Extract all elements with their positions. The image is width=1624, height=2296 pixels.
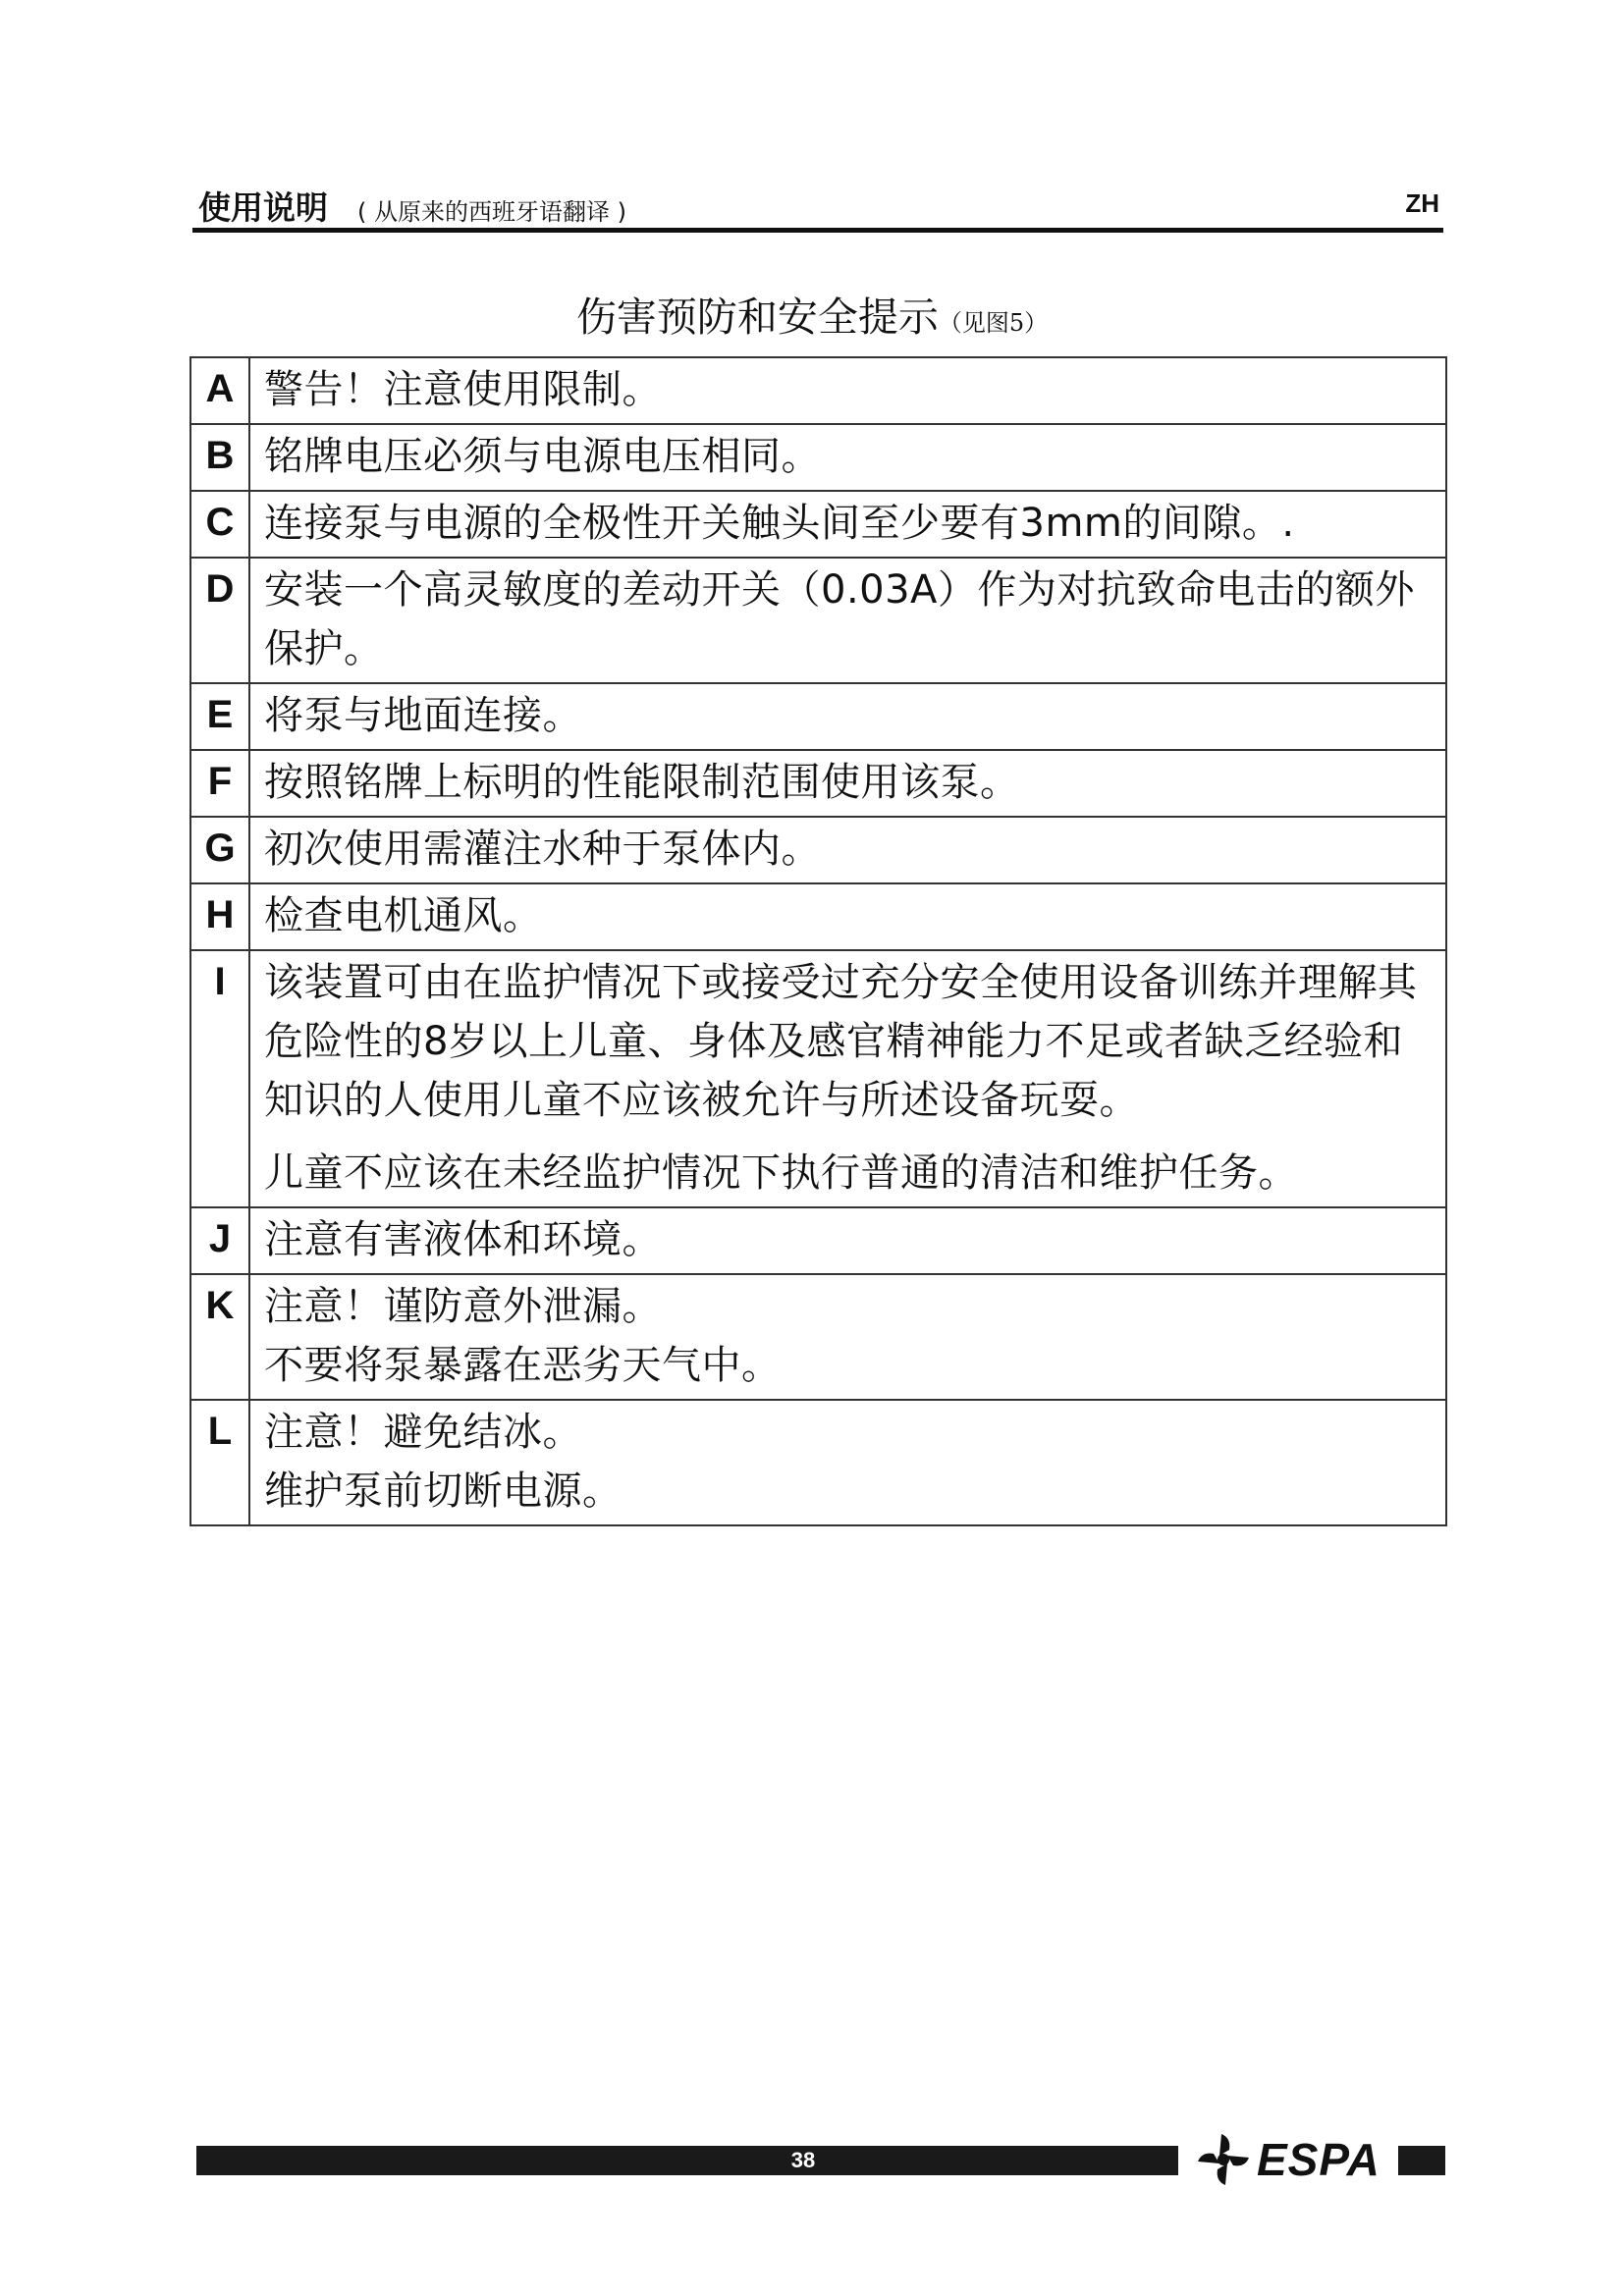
rule-row xyxy=(190,1274,1446,1400)
rule-line: 维护泵前切断电源。 xyxy=(264,1468,623,1514)
rule-row xyxy=(190,357,1446,424)
rule-letter: J xyxy=(190,1207,249,1274)
brand-name: ESPA xyxy=(1257,2134,1380,2185)
header-title: 使用说明 xyxy=(198,188,328,227)
espa-turbine-logo-icon xyxy=(1196,2132,1251,2187)
rule-letter: L xyxy=(190,1400,249,1525)
rule-row xyxy=(190,683,1446,750)
header-subtitle: ( 从原来的西班牙语翻译 ) xyxy=(357,198,626,226)
rule-line: 警告！注意使用限制。 xyxy=(264,367,662,412)
safety-rules-table xyxy=(189,356,1447,1526)
rule-row xyxy=(190,1207,1446,1274)
rule-line: 注意！避免结冰。 xyxy=(264,1410,582,1455)
rule-paragraph: 该装置可由在监护情况下或接受过充分安全使用设备训练并理解其危险性的8岁以上儿童、身体及感官精神能力不足或者缺乏经验和知识的人使用儿童不应该被允许与所述设备玩耍。 xyxy=(264,960,1418,1123)
rule-row xyxy=(190,558,1446,683)
rule-text xyxy=(249,424,1446,491)
rule-text xyxy=(249,817,1446,883)
rule-text xyxy=(249,683,1446,750)
rule-letter: B xyxy=(190,424,249,491)
rule-text xyxy=(249,558,1446,683)
rule-text xyxy=(249,750,1446,817)
rule-letter: K xyxy=(190,1274,249,1400)
rule-text xyxy=(249,357,1446,424)
page-number: 38 xyxy=(790,2148,816,2172)
rule-letter: E xyxy=(190,683,249,750)
rule-line: 检查电机通风。 xyxy=(264,893,543,938)
section-title: 伤害预防和安全提示 xyxy=(575,294,939,341)
rule-line: 按照铭牌上标明的性能限制范围使用该泵。 xyxy=(264,760,1020,805)
rule-line: 初次使用需灌注水种于泵体内。 xyxy=(264,827,821,872)
rule-line: 将泵与地面连接。 xyxy=(264,693,582,738)
rule-letter: D xyxy=(190,558,249,683)
footer-block xyxy=(1398,2146,1445,2175)
page-header xyxy=(192,173,1443,233)
rule-text xyxy=(249,950,1446,1207)
rule-text xyxy=(249,1274,1446,1400)
footer-bar xyxy=(196,2146,1178,2175)
rule-line: 安装一个高灵敏度的差动开关（0.03A）作为对抗致命电击的额外保护。 xyxy=(264,567,1415,671)
rule-text xyxy=(249,883,1446,950)
rule-letter: I xyxy=(190,950,249,1207)
rule-letter: H xyxy=(190,883,249,950)
rule-row xyxy=(190,883,1446,950)
rule-text xyxy=(249,1207,1446,1274)
rule-letter: F xyxy=(190,750,249,817)
rule-line: 连接泵与电源的全极性开关触头间至少要有3mm的间隙。. xyxy=(264,501,1295,546)
rule-letter: G xyxy=(190,817,249,883)
rule-row xyxy=(190,950,1446,1207)
rule-line: 不要将泵暴露在恶劣天气中。 xyxy=(264,1343,782,1388)
rule-row xyxy=(190,491,1446,558)
language-code: ZH xyxy=(1405,188,1439,218)
rule-row xyxy=(190,750,1446,817)
rule-paragraph: 儿童不应该在未经监护情况下执行普通的清洁和维护任务。 xyxy=(264,1150,1298,1196)
rule-row xyxy=(190,817,1446,883)
brand-logo xyxy=(1196,2130,1392,2189)
rule-row xyxy=(190,424,1446,491)
figure-reference: （见图5） xyxy=(938,309,1049,337)
section-heading xyxy=(0,285,1624,343)
rule-line: 注意有害液体和环境。 xyxy=(264,1217,662,1262)
rule-letter: C xyxy=(190,491,249,558)
rule-letter: A xyxy=(190,357,249,424)
rule-line: 铭牌电压必须与电源电压相同。 xyxy=(264,434,821,479)
rule-text xyxy=(249,491,1446,558)
rule-row xyxy=(190,1400,1446,1525)
rule-text xyxy=(249,1400,1446,1525)
rule-line: 注意！谨防意外泄漏。 xyxy=(264,1284,662,1329)
